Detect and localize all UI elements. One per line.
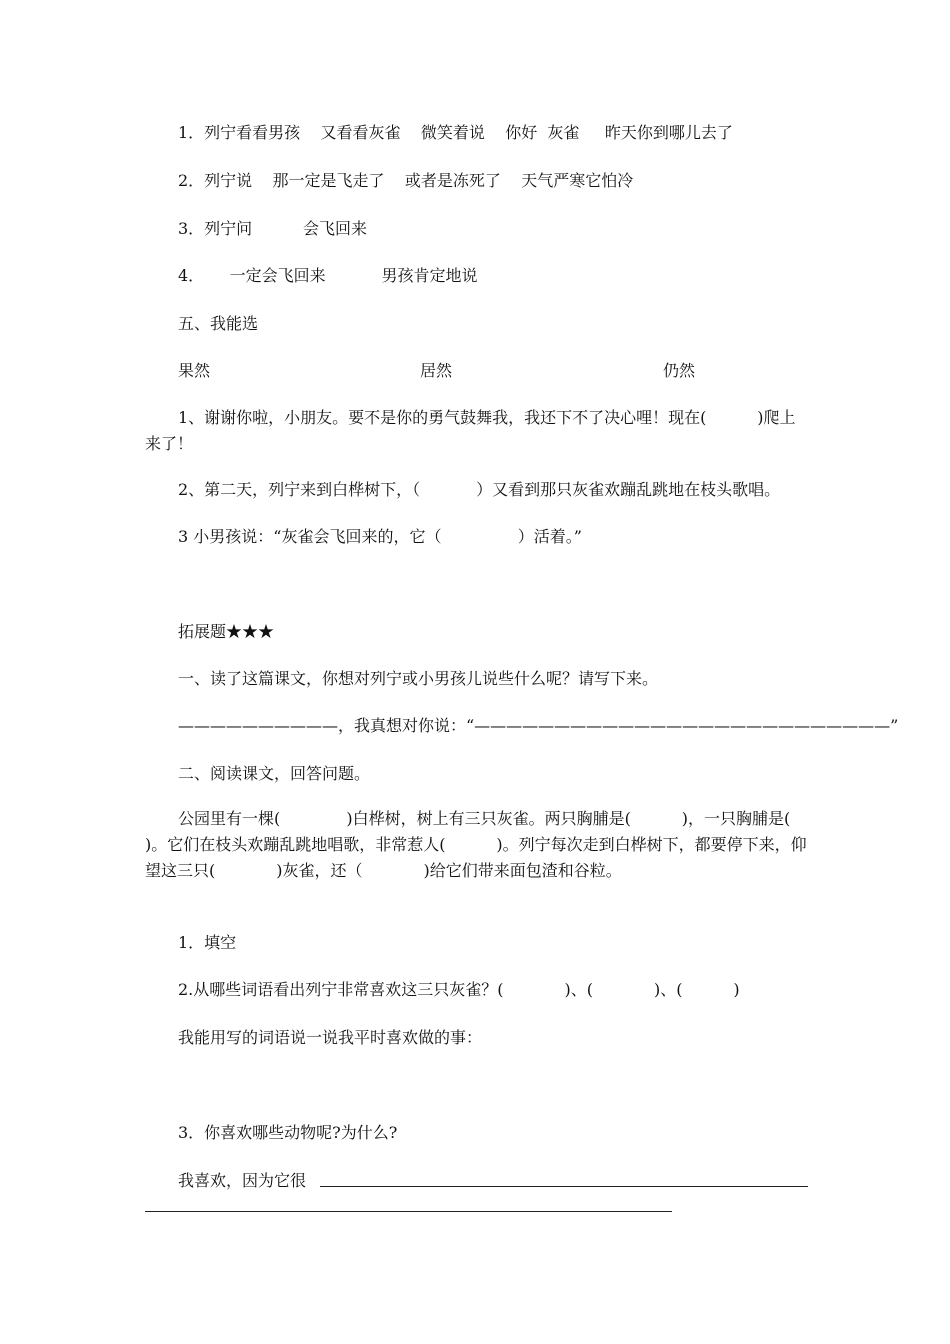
choice-word-3: 仍然 — [663, 361, 696, 380]
sentence-item-1: 1．列宁看看男孩 又看看灰雀 微笑着说 你好 灰雀 昨天你到哪儿去了 — [178, 123, 733, 142]
sentence-item-3: 3．列宁问 会飞回来 — [178, 219, 368, 238]
extension-question-2-title: 二、阅读课文，回答问题。 — [178, 764, 371, 783]
section-5-title: 五、我能选 — [178, 314, 259, 333]
extension-title: 拓展题★★★ — [178, 622, 275, 641]
sentence-item-4: 4． 一定会飞回来 男孩肯定地说 — [178, 266, 478, 285]
choice-question-1: 1、谢谢你啦，小朋友。要不是你的勇气鼓舞我，我还下不了决心哩！现在( )爬上来了！ — [145, 408, 796, 453]
choice-word-1: 果然 — [178, 361, 211, 380]
use-words-question: 我能用写的词语说一说我平时喜欢做的事： — [178, 1028, 483, 1047]
extension-answer-line: ——————————，我真想对你说：“——————————————————————————” — [178, 716, 899, 735]
choice-question-3: 3 小男孩说：“灰雀会飞回来的，它（ ）活着。” — [178, 527, 582, 546]
words-question: 2.从哪些词语看出列宁非常喜欢这三只灰雀？( )、( )、( ) — [178, 980, 740, 999]
choice-question-2: 2、第二天，列宁来到白桦树下，（ ）又看到那只灰雀欢蹦乱跳地在枝头歌唱。 — [178, 480, 781, 499]
reading-passage: 公园里有一棵( )白桦树，树上有三只灰雀。两只胸脯是( )，一只胸脯是( )。它们在枝头欢蹦乱跳地唱歌，非常惹人( )。列宁每次走到白桦树下，都要停下来，仰望这三只( )灰雀，还（ )给它们带来面包渣和谷粒。 — [145, 809, 862, 880]
answer-underline-2 — [145, 1211, 672, 1212]
animal-question: 3．你喜欢哪些动物呢?为什么? — [178, 1123, 398, 1142]
animal-answer-prompt: 我喜欢，因为它很 — [178, 1171, 307, 1190]
fill-blank-question: 1．填空 — [178, 933, 237, 952]
extension-question-1: 一、读了这篇课文，你想对列宁或小男孩儿说些什么呢？请写下来。 — [178, 669, 659, 688]
choice-word-2: 居然 — [420, 361, 453, 380]
sentence-item-2: 2．列宁说 那一定是飞走了 或者是冻死了 天气严寒它怕冷 — [178, 171, 634, 190]
answer-underline-1 — [320, 1186, 808, 1187]
